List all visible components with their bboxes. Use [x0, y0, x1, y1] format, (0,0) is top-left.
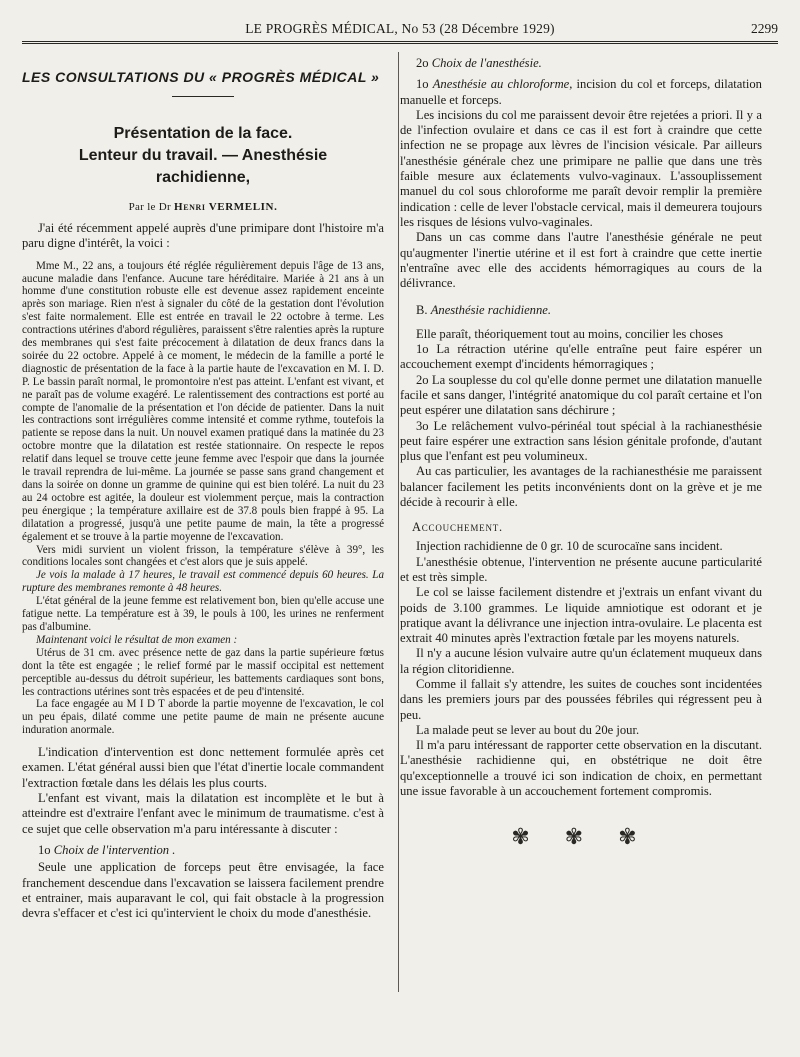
case-report	[22, 260, 384, 738]
delivery-paragraph: Il m'a paru intéressant de rapporter cette observation en la discutant. L'anesthésie rachidienne qui, en obstétrique ne doit être qu'exceptionnelle a trouvé ici son indication de choix, en permettant une issue favorable à un accouchement fortement compromis.	[400, 738, 762, 799]
column-divider	[398, 52, 399, 992]
choice-anesthesia-heading: 2o Choix de l'anesthésie.	[416, 56, 542, 70]
spinal-paragraph: 2o La souplesse du col qu'elle donne permet une dilatation manuelle facile et sans danger, l'intégrité anatomique du col paraît certaine et l'on peut espérer une dilatation sans déchirure ;	[400, 372, 762, 418]
header-rule	[22, 41, 778, 44]
case-paragraph: Mme M., 22 ans, a toujours été réglée régulièrement depuis l'âge de 13 ans, aucune maladie dans l'enfance. Aucune tare héréditaire. Mariée à 21 ans à un homme d'une constitution robuste elle est devenue assez rapidement enceinte après son mariage. Rien n'est à signaler du côté de la gestation dont l'évolution s'est faite normalement. Elle est entrée en travail le 22 octobre à terme. Les contractions utérines d'abord régulières, paraissent s'être ralenties après la rupture des membranes qui s'est faite précocement à dilatation de deux francs dans la soirée du 22 octobre. Appelé à ce moment, le médecin de la famille a porté le diagnostic de présentation de la face à la partie haute de l'excavation en M. I. D. P. Le bassin paraît normal, le promontoire n'est pas atteint. L'enfant est vivant, et ne paraît pas de volume exagéré. Le ralentissement des contractions est porté au compte de l'anomalie de la présentation et l'on décide de patienter. Dans la nuit les contractions sont irrégulières comme intensité et comme rythme, toutefois la patiente se repose dans la nuit. Un nouvel examen pratiqué dans la matinée du 23 octobre montre que la dilatation est restée stationnaire. On respecte le repos relatif dans lequel se trouve cette jeune femme avec l'espoir que dans la journée le travail reprendra de lui-même. La journée se passe sans grand changement et dans la soirée on donne un gramme de quinine qui est bien toléré. La nuit du 23 au 24 octobre est agitée, la douleur est violemment perçue, mais la contraction peu énergique ; la température axillaire est de 37.8 pouls bien frappé à 95. La dilatation a progressé, jusqu'à une petite paume de main, la tête a progressé également et se trouve à la partie moyenne de l'excavation.	[22, 259, 384, 543]
case-paragraph: L'état général de la jeune femme est relativement bon, bien qu'elle accuse une fatigue nette. La température est à 39, le pouls à 100, les urines ne renferment pas d'albumine.	[22, 595, 384, 633]
delivery-heading: Accouchement.	[412, 520, 503, 535]
section-rubric: LES CONSULTATIONS DU « PROGRÈS MÉDICAL »	[22, 69, 380, 85]
ornament-fleurons: ✾ ✾ ✾	[511, 825, 651, 851]
delivery-paragraph: Le col se laisse facilement distendre et j'extrais un enfant vivant du poids de 3.100 grammes. Le liquide amniotique est odorant et je pratique avant la délivrance une injection intra-ovulaire. Le placenta est extrait 40 minutes après l'extraction fœtale par les moyens naturels.	[400, 585, 762, 646]
running-title: LE PROGRÈS MÉDICAL, No 53 (28 Décembre 1929)	[245, 21, 555, 36]
discussion-paragraph: L'enfant est vivant, mais la dilatation est incomplète et le but à atteindre est d'extraire l'enfant avec le minimum de traumatisme. c'est à ce sujet que celle observation m'a paru intéressante à discuter :	[22, 791, 384, 836]
spinal-paragraph: Elle paraît, théoriquement tout au moins, concilier les choses	[416, 326, 724, 341]
choice-intervention-paragraph: Seule une application de forceps peut être envisagée, la face franchement descendue dans l'excavation se laissera facilement prendre et entrainer, mais auparavant le col, qui fait obstacle à la progression devra s'effacer et c'est ici qu'intervient le choix du mode d'anesthésie.	[22, 860, 384, 921]
case-paragraph: Vers midi survient un violent frisson, la température s'élève à 39°, les conditions locales sont changées et c'est alors que je suis appelé.	[22, 543, 384, 569]
right-column	[400, 54, 762, 850]
delivery-paragraph: L'anesthésie obtenue, l'intervention ne présente aucune particularité et est très simple.	[400, 554, 762, 584]
case-paragraph: Utérus de 31 cm. avec présence nette de gaz dans la partie supérieure fœtus dont la tête est engagée ; le relief formé par le massif occipital est nettement perceptible au-dessus du détroit supérieur, les battements cardiaques sont bons, les contractions utérines sont très espacées et de peu d'intensité.	[22, 646, 384, 698]
case-paragraph: Je vois la malade à 17 heures, le travail est commencé depuis 60 heures. La rupture des membranes remonte à 48 heures.	[22, 569, 384, 595]
spinal-paragraph: Au cas particulier, les avantages de la rachianesthésie me paraissent balancer facilement les petits inconvénients dont on la grève et je me décide à recourir à elle.	[400, 464, 762, 510]
choice-intervention-heading: 1o Choix de l'intervention .	[38, 842, 176, 857]
page-number: 2299	[751, 21, 778, 36]
title-line-3: rachidienne,	[155, 169, 251, 186]
chloroform-discussion: Dans un cas comme dans l'autre l'anesthésie générale ne peut qu'augmenter l'inertie utérine et il est fort à craindre que cette inertie n'entraîne avec elle des accidents hémorragiques au cours de la délivrance.	[400, 230, 762, 291]
case-paragraph: Maintenant voici le résultat de mon examen :	[36, 633, 238, 646]
byline	[22, 201, 384, 213]
delivery-paragraph: Il n'y a aucune lésion vulvaire autre qu'un éclatement muqueux dans la région clitoridienne.	[400, 646, 762, 676]
discussion-paragraph: L'indication d'intervention est donc nettement formulée après cet examen. L'état général aussi bien que l'état d'inertie locale commandent l'extraction fœtale dans les délais les plus courts.	[22, 745, 384, 790]
delivery-paragraph: Comme il fallait s'y attendre, les suites de couches sont incidentées dans les premiers jours par des poussées fébriles qui régressent peu à peu.	[400, 676, 762, 722]
delivery-paragraph: Injection rachidienne de 0 gr. 10 de scurocaïne sans incident.	[416, 539, 723, 554]
intro-paragraph: J'ai été récemment appelé auprès d'une primipare dont l'histoire m'a paru digne d'intérêt, la voici :	[22, 221, 384, 251]
spinal-heading: B. Anesthésie rachidienne.	[416, 303, 552, 318]
running-head	[22, 20, 778, 38]
left-column	[22, 54, 384, 921]
case-paragraph: La face engagée au M I D T aborde la partie moyenne de l'excavation, le col un peu épais, dilaté comme une petite paume de main ne présente aucune induration anormale.	[22, 698, 384, 737]
title-line-1: Présentation de la face.	[113, 125, 293, 142]
spinal-paragraph: 3o Le relâchement vulvo-périnéal tout spécial à la rachianesthésie peut faire espérer une extraction sans lésion génitale profonde, d'autant plus que l'enfant est peu volumineux.	[400, 418, 762, 464]
delivery-paragraph: La malade peut se lever au bout du 20e jour.	[416, 722, 640, 737]
spinal-paragraph: 1o La rétraction utérine qu'elle entraîne peut faire espérer un accouchement exempt d'incidents hémorragiques ;	[400, 342, 762, 372]
author-name: Henri VERMELIN.	[174, 201, 278, 213]
article-title	[26, 123, 380, 189]
chloroform-paragraph: 1o Anesthésie au chloroforme, incision du col et forceps, dilatation manuelle et forceps.	[400, 77, 762, 107]
byline-prefix: Par le Dr	[128, 201, 175, 213]
chloroform-discussion: Les incisions du col me paraissent devoir être rejetées a priori. Il y a de l'infection ovulaire et dans ce cas il est fort à craindre que cette infection ne se propage aux lèvres de l'incision vésicale. Par ailleurs l'anesthésie générale chez une primipare ne pallie que dans une très faible mesure aux éclatements vulvo-vaginaux. L'assouplissement manuel du col sous chloroforme me paraît devoir remplir la première indication : celle de lever l'obstacle cervical, mais il demeurera toujours les risques de lésions vulvo-vaginales.	[400, 107, 762, 229]
rubric-rule	[172, 96, 234, 97]
title-line-2: Lenteur du travail. — Anesthésie	[78, 147, 328, 164]
